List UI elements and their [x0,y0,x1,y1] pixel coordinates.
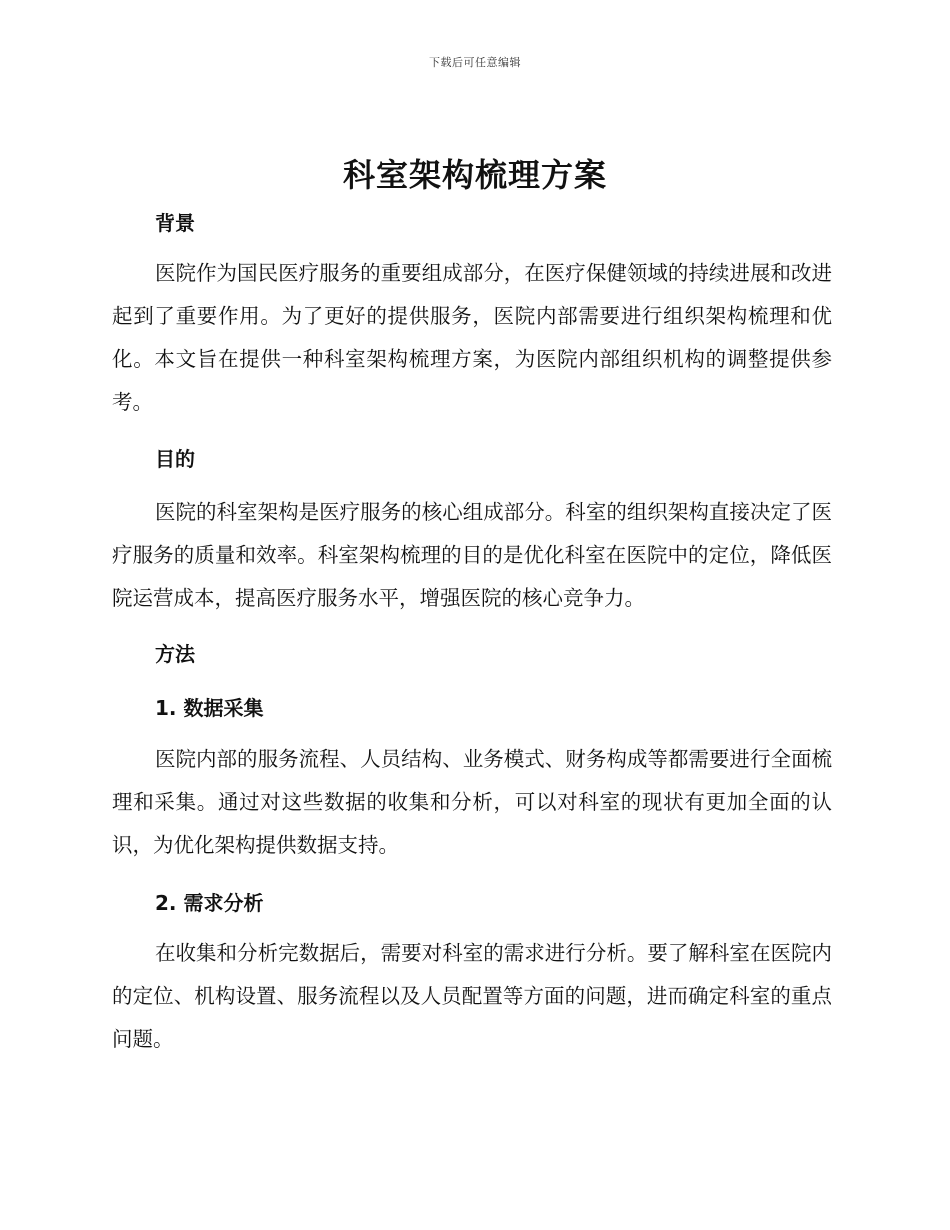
section-heading-purpose: 目的 [155,447,195,471]
paragraph-background: 医院作为国民医疗服务的重要组成部分，在医疗保健领域的持续进展和改进起到了重要作用。为了更好的提供服务，医院内部需要进行组织架构梳理和优化。本文旨在提供一种科室架构梳理方案，为医院内部组织机构的调整提供参考。 [112,261,832,414]
page-title: 科室架构梳理方案 [342,156,607,194]
subsection-heading-needs-analysis: 2. 需求分析 [155,891,264,915]
paragraph-data-collection: 医院内部的服务流程、人员结构、业务模式、财务构成等都需要进行全面梳理和采集。通过对这些数据的收集和分析，可以对科室的现状有更加全面的认识，为优化架构提供数据支持。 [112,747,832,857]
subsection-heading-data-collection: 1. 数据采集 [155,696,264,720]
paragraph-purpose: 医院的科室架构是医疗服务的核心组成部分。科室的组织架构直接决定了医疗服务的质量和效率。科室架构梳理的目的是优化科室在医院中的定位，降低医院运营成本，提高医疗服务水平，增强医院的核心竞争力。 [112,500,832,610]
section-heading-method: 方法 [155,642,195,666]
header-note: 下载后可任意编辑 [429,56,521,69]
section-heading-background: 背景 [155,211,195,235]
paragraph-needs-analysis: 在收集和分析完数据后，需要对科室的需求进行分析。要了解科室在医院内的定位、机构设置、服务流程以及人员配置等方面的问题，进而确定科室的重点问题。 [112,941,832,1051]
